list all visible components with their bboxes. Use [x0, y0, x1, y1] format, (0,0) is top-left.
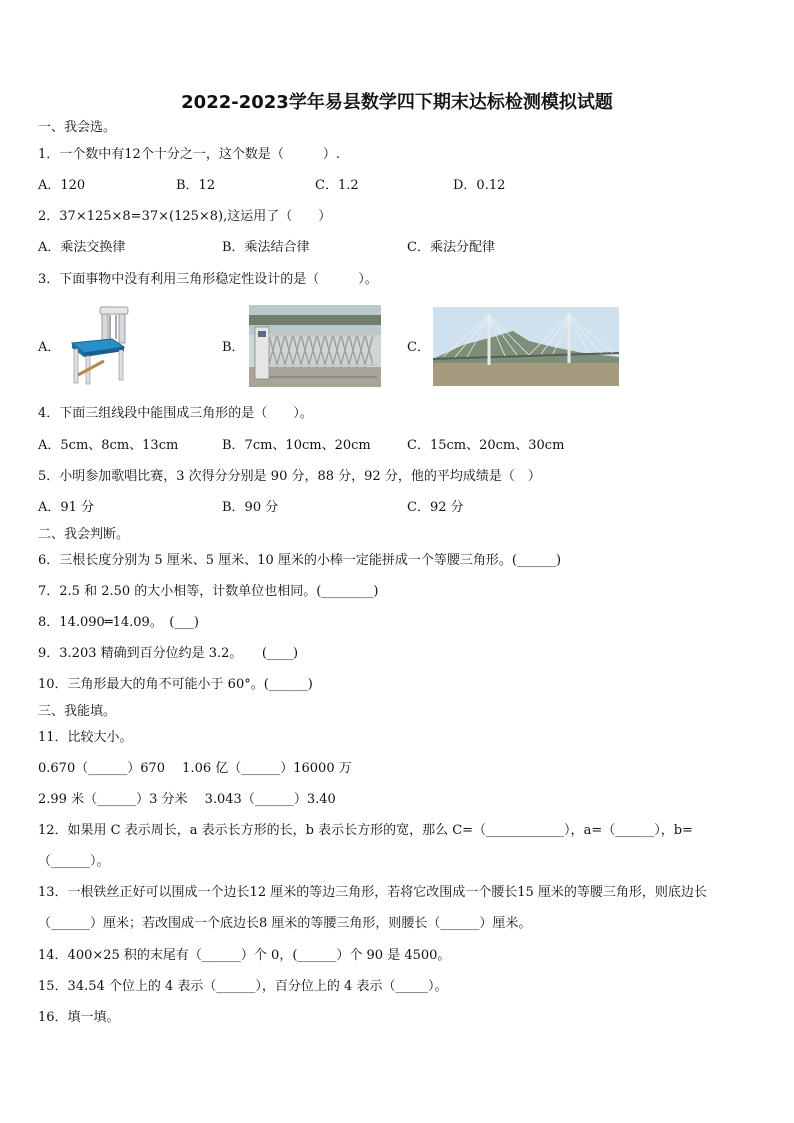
q1-option-a: A．120 [38, 178, 86, 193]
question-16: 16．填一填。 [38, 1010, 120, 1025]
question-2: 2．37×125×8=37×(125×8),这运用了（ ） [38, 209, 332, 224]
q11-row-2: 2.99 米（______）3 分米 3.043（______）3.40 [38, 792, 336, 807]
question-1: 1．一个数中有12个十分之一，这个数是（ ）. [38, 147, 340, 162]
q3-option-b: B． [222, 340, 245, 355]
question-13-line-2: （______）厘米；若改围成一个底边长8 厘米的等腰三角形，则腰长（______）厘米。 [38, 916, 532, 931]
q4-option-c: C．15cm、20cm、30cm [407, 438, 565, 453]
q4-option-b: B．7cm、10cm、20cm [222, 438, 371, 453]
section-heading-2: 二、我会判断。 [38, 527, 130, 542]
question-4: 4．下面三组线段中能围成三角形的是（ ）。 [38, 406, 313, 421]
q2-option-c: C．乘法分配律 [407, 240, 495, 255]
q5-option-a: A．91 分 [38, 500, 95, 515]
q4-option-a: A．5cm、8cm、13cm [38, 438, 179, 453]
question-7: 7．2.5 和 2.50 的大小相等，计数单位也相同。(________) [38, 584, 379, 599]
q5-option-c: C．92 分 [407, 500, 464, 515]
question-6: 6．三根长度分别为 5 厘米、5 厘米、10 厘米的小棒一定能拼成一个等腰三角形。(______) [38, 553, 562, 568]
question-12-line-2: （______）。 [38, 854, 110, 869]
question-15: 15．34.54 个位上的 4 表示（______），百分位上的 4 表示（_____）。 [38, 979, 448, 994]
section-heading-1: 一、我会选。 [38, 120, 117, 135]
chair-image [64, 305, 130, 385]
q1-option-b: B．12 [176, 178, 216, 193]
q5-option-b: B．90 分 [222, 500, 279, 515]
q2-option-a: A．乘法交换律 [38, 240, 126, 255]
bridge-image [433, 307, 619, 386]
q3-option-c: C． [407, 340, 430, 355]
question-5: 5．小明参加歌唱比赛，3 次得分分别是 90 分，88 分，92 分，他的平均成绩是（ ） [38, 469, 541, 484]
retractable-gate-image [249, 305, 381, 387]
question-10: 10．三角形最大的角不可能小于 60°。(______) [38, 677, 313, 692]
question-14: 14．400×25 积的末尾有（______）个 0，(______）个 90 是 4500。 [38, 948, 451, 963]
question-11: 11．比较大小。 [38, 730, 133, 745]
q1-option-c: C．1.2 [315, 178, 359, 193]
q2-option-b: B．乘法结合律 [222, 240, 310, 255]
question-12-line-1: 12．如果用 C 表示周长，a 表示长方形的长，b 表示长方形的宽，那么 C=（____________），a=（______），b= [38, 823, 693, 838]
page-title: 2022-2023学年易县数学四下期末达标检测模拟试题 [181, 92, 613, 113]
question-3: 3．下面事物中没有利用三角形稳定性设计的是（ ）。 [38, 272, 378, 287]
q11-row-1: 0.670（______）670 1.06 亿（______）16000 万 [38, 761, 352, 776]
q3-option-a: A． [38, 340, 61, 355]
q1-option-d: D．0.12 [453, 178, 506, 193]
question-8: 8．14.090═14.09。 (___) [38, 615, 199, 630]
question-13-line-1: 13．一根铁丝正好可以围成一个边长12 厘米的等边三角形，若将它改围成一个腰长15 厘米的等腰三角形，则底边长 [38, 885, 707, 900]
section-heading-3: 三、我能填。 [38, 704, 117, 719]
question-9: 9．3.203 精确到百分位约是 3.2。 (____) [38, 646, 299, 661]
